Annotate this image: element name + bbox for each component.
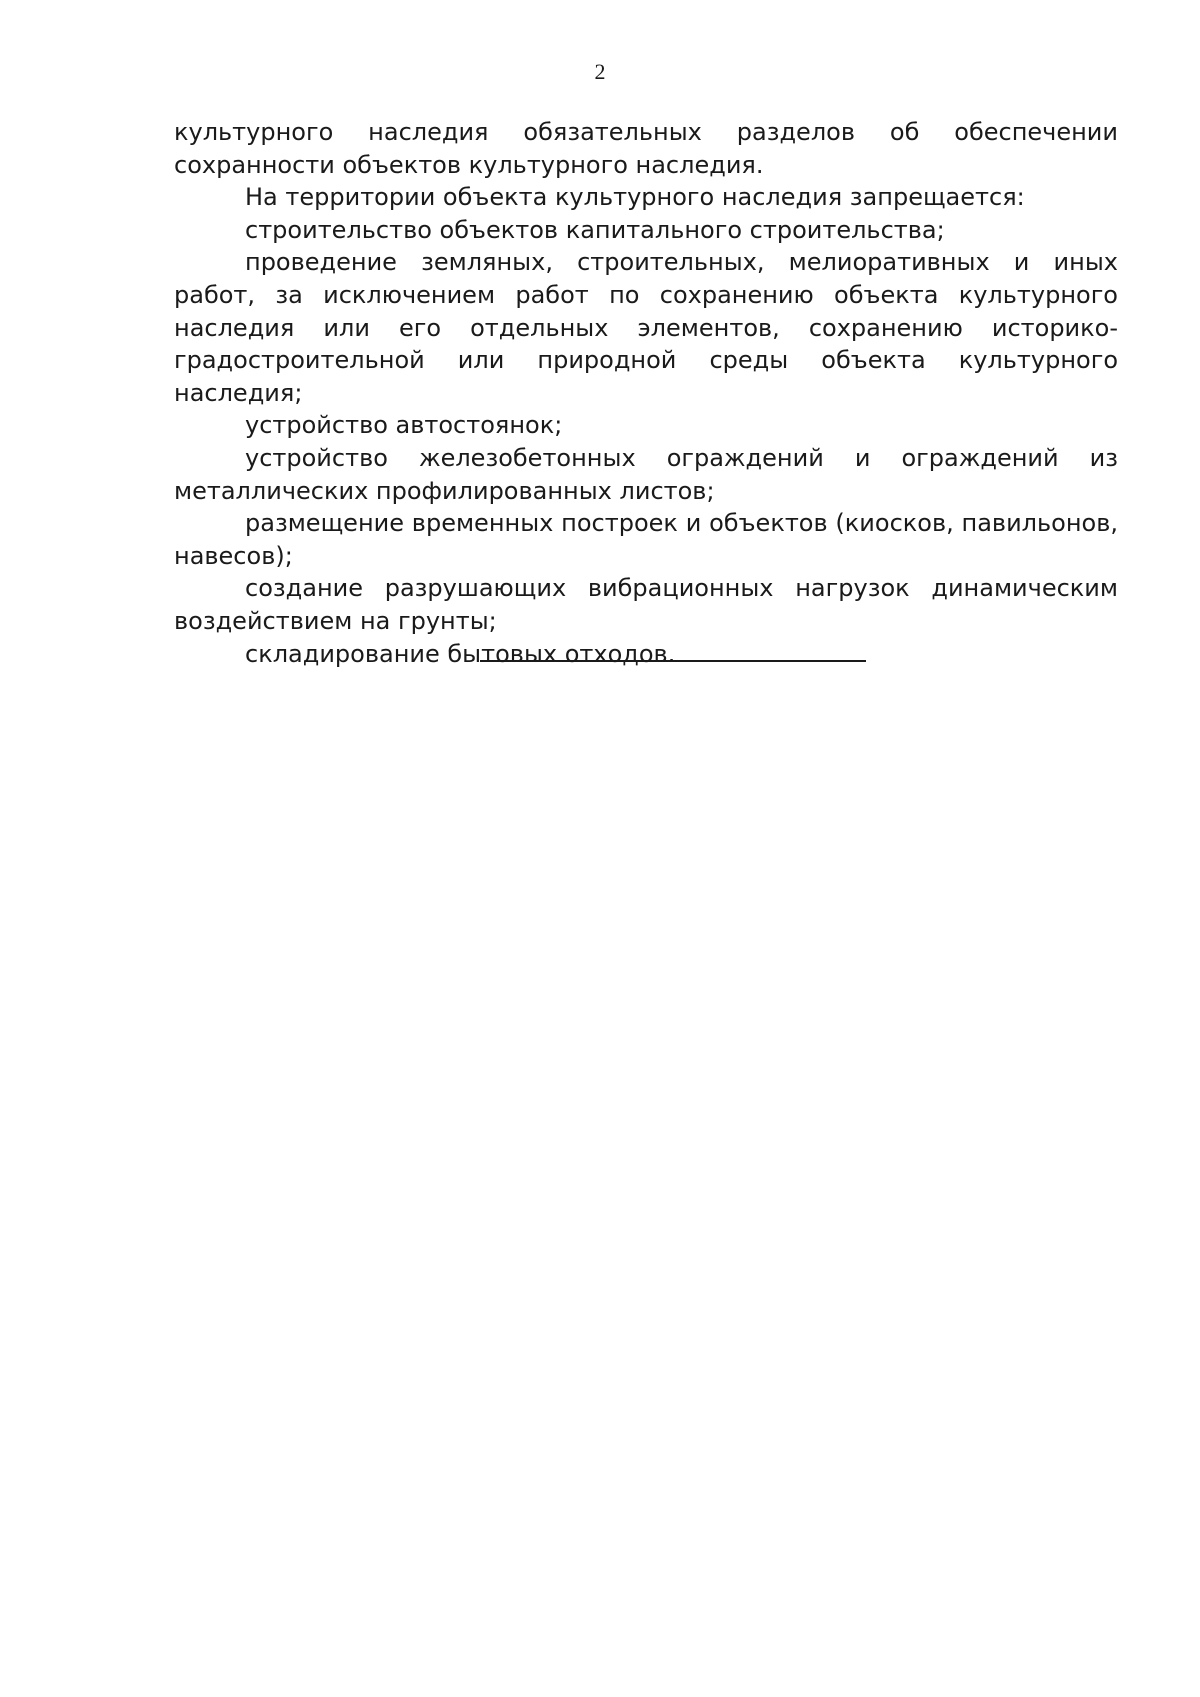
list-item: строительство объектов капитального строительства;: [245, 215, 945, 244]
list-item: размещение временных построек и объектов (киосков, павильонов, навесов);: [174, 509, 1118, 570]
end-of-document-rule: [480, 660, 866, 662]
list-item: создание разрушающих вибрационных нагрузок динамическим воздействием на грунты;: [174, 574, 1118, 635]
list-item: устройство автостоянок;: [245, 411, 563, 440]
page-number: 2: [594, 59, 606, 84]
paragraph-prohibitions-intro: На территории объекта культурного наследия запрещается:: [245, 183, 1025, 212]
list-item: проведение земляных, строительных, мелиоративных и иных работ, за исключением работ по сохранению объекта культурного наследия или его отдельных элементов, сохранению историко-градостроительной или природной среды объекта культурного наследия;: [174, 248, 1118, 407]
document-body: [174, 116, 1118, 670]
list-item: устройство железобетонных ограждений и ограждений из металлических профилированных листов;: [174, 443, 1118, 505]
paragraph-continuation: культурного наследия обязательных разделов об обеспечении сохранности объектов культурного наследия.: [174, 118, 1118, 179]
list-item: складирование бытовых отходов.: [245, 639, 676, 668]
